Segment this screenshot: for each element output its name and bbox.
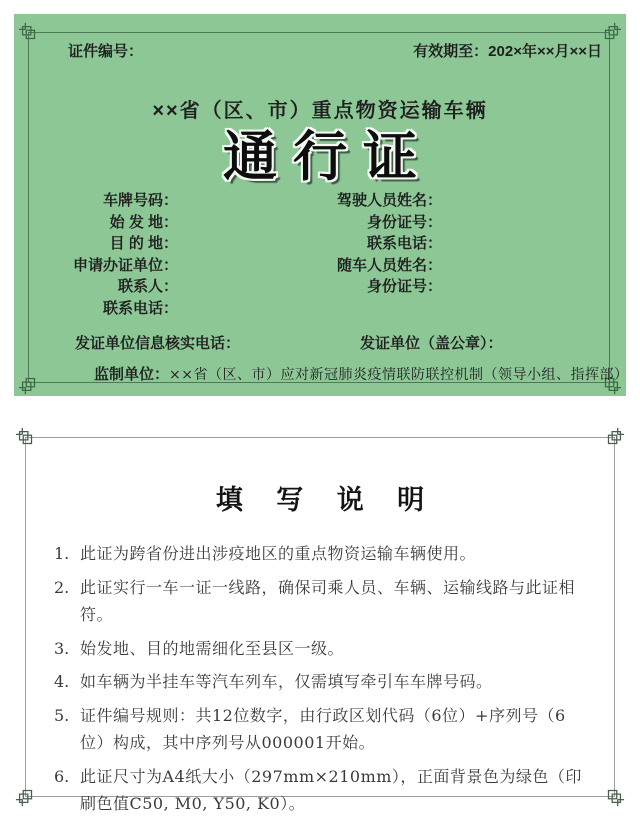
instructions-card	[25, 437, 615, 813]
form-field-label: 身份证号：	[366, 213, 442, 231]
corner-knot-ornament-icon	[15, 785, 37, 807]
cert-number-label: 证件编号：	[68, 43, 144, 60]
instruction-text: 证件编号规则：共12位数字，由行政区划代码（6位）+序列号（6位）构成，其中序列号从000001开始。	[80, 705, 566, 752]
instruction-item	[54, 668, 588, 696]
supervisor-row	[94, 363, 629, 384]
form-field-label: 联系电话：	[102, 299, 178, 317]
form-field-label: 随车人员姓名：	[336, 256, 442, 274]
pass-subtitle: ××省（区、市）重点物资运输车辆	[152, 100, 488, 122]
pass-form-right-column	[284, 190, 442, 298]
form-field-label: 驾驶人员姓名：	[336, 192, 442, 209]
instructions-title: 填 写 说 明	[215, 485, 437, 516]
instruction-text: 此证为跨省份进出涉疫地区的重点物资运输车辆使用。	[80, 544, 477, 563]
corner-knot-ornament-icon	[603, 427, 625, 449]
issuer-row	[14, 332, 626, 352]
valid-until-label: 有效期至：202×年××月××日	[413, 43, 602, 60]
instruction-number: 5.	[54, 705, 70, 725]
corner-knot-ornament-icon	[18, 22, 40, 44]
supervisor-label: 监制单位：	[94, 366, 170, 383]
instruction-number: 4.	[54, 672, 70, 691]
corner-knot-ornament-icon	[18, 373, 40, 395]
instruction-text: 此证尺寸为A4纸大小（297mm×210mm），正面背景色为绿色（印刷色值C50, M0, Y50, K0）。	[80, 766, 582, 813]
issuer-seal-label: 发证单位（盖公章）：	[360, 335, 503, 352]
instruction-text: 此证实行一车一证一线路，确保司乘人员、车辆、运输线路与此证相符。	[80, 577, 576, 624]
pass-title: 通行证	[223, 127, 433, 187]
instruction-item	[54, 574, 588, 629]
instructions-list	[54, 540, 588, 824]
form-field-label: 始 发 地：	[109, 213, 178, 231]
corner-knot-ornament-icon	[600, 22, 622, 44]
instruction-text: 始发地、目的地需细化至县区一级。	[80, 638, 345, 658]
form-field-label: 身份证号：	[366, 278, 442, 296]
transport-pass-card	[14, 14, 629, 396]
form-field-label: 联系人：	[117, 278, 178, 296]
pass-form-left-column	[14, 190, 178, 320]
form-field-label: 车牌号码：	[102, 192, 178, 209]
instruction-item	[54, 635, 588, 663]
instruction-number: 3.	[54, 638, 70, 658]
instruction-text: 如车辆为半挂车等汽车列车，仅需填写牵引车车牌号码。	[80, 672, 493, 691]
form-field-label: 目 的 地：	[109, 235, 178, 253]
instruction-number: 6.	[54, 766, 70, 786]
corner-knot-ornament-icon	[603, 785, 625, 807]
verify-phone-label: 发证单位信息核实电话：	[75, 335, 241, 352]
instruction-item	[54, 702, 588, 757]
corner-knot-ornament-icon	[15, 427, 37, 449]
form-field-label: 申请办证单位：	[72, 256, 178, 274]
instruction-number: 1.	[54, 544, 70, 563]
pass-card-header	[68, 40, 602, 61]
supervisor-value: ××省（区、市）应对新冠肺炎疫情联防联控机制（领导小组、指挥部）	[169, 367, 629, 383]
instruction-number: 2.	[54, 577, 70, 597]
form-field-label: 联系电话：	[366, 235, 442, 253]
instruction-item	[54, 763, 588, 818]
instruction-item	[54, 540, 588, 568]
